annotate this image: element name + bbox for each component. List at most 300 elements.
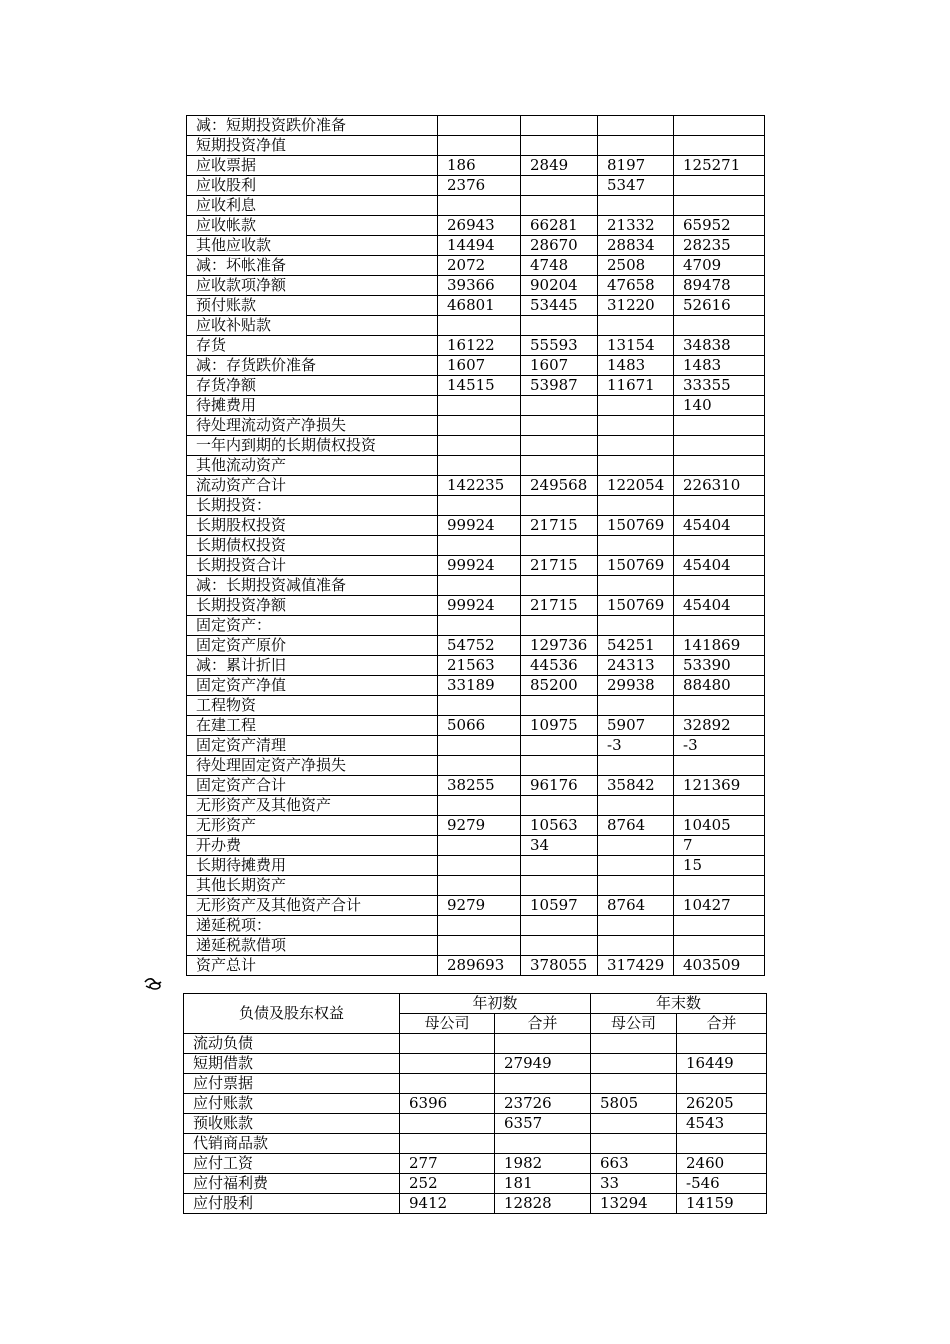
value-cell: 26205 [677,1094,767,1114]
value-cell [521,936,598,956]
value-cell: 663 [591,1154,677,1174]
row-label: 应付票据 [184,1074,400,1094]
assets-row [187,936,765,956]
row-label: 其他流动资产 [187,456,438,476]
value-cell: 150769 [598,516,674,536]
value-cell: 45404 [674,596,765,616]
value-cell: 46801 [438,296,521,316]
value-cell: 21715 [521,596,598,616]
assets-row [187,316,765,336]
row-label: 工程物资 [187,696,438,716]
value-cell: 14515 [438,376,521,396]
value-cell [591,1074,677,1094]
row-label: 递延税款借项 [187,936,438,956]
value-cell: 289693 [438,956,521,976]
value-cell: 10597 [521,896,598,916]
value-cell: 14494 [438,236,521,256]
value-cell: 125271 [674,156,765,176]
liabilities-row [184,1174,767,1194]
value-cell: 45404 [674,516,765,536]
value-cell [521,536,598,556]
value-cell: 1607 [438,356,521,376]
value-cell: 8764 [598,896,674,916]
value-cell: 55593 [521,336,598,356]
value-cell [674,316,765,336]
assets-row [187,876,765,896]
assets-row [187,956,765,976]
value-cell [674,756,765,776]
liabilities-row [184,1054,767,1074]
assets-row [187,416,765,436]
value-cell: -3 [674,736,765,756]
value-cell [591,1114,677,1134]
value-cell: 16449 [677,1054,767,1074]
value-cell: 28235 [674,236,765,256]
value-cell [598,536,674,556]
value-cell [438,436,521,456]
value-cell [438,116,521,136]
row-label: 预收账款 [184,1114,400,1134]
value-cell: 96176 [521,776,598,796]
value-cell [591,1134,677,1154]
assets-row [187,216,765,236]
value-cell [438,796,521,816]
value-cell [598,136,674,156]
row-label: 固定资产： [187,616,438,636]
value-cell [591,1054,677,1074]
value-cell [438,916,521,936]
value-cell: 181 [495,1174,591,1194]
value-cell: 2508 [598,256,674,276]
value-cell [677,1034,767,1054]
liabilities-row [184,1094,767,1114]
value-cell: 8764 [598,816,674,836]
row-label: 一年内到期的长期债权投资 [187,436,438,456]
assets-row [187,156,765,176]
row-label: 待处理流动资产净损失 [187,416,438,436]
assets-row [187,176,765,196]
row-label: 递延税项： [187,916,438,936]
value-cell: 226310 [674,476,765,496]
value-cell [438,416,521,436]
value-cell: 16122 [438,336,521,356]
value-cell [598,756,674,776]
assets-row [187,576,765,596]
assets-row [187,796,765,816]
liabilities-row [184,1154,767,1174]
value-cell: 1982 [495,1154,591,1174]
liabilities-table [183,993,767,1214]
value-cell: 378055 [521,956,598,976]
value-cell: 5805 [591,1094,677,1114]
value-cell [521,856,598,876]
assets-row [187,276,765,296]
value-cell: 54752 [438,636,521,656]
value-cell: 4748 [521,256,598,276]
value-cell: 403509 [674,956,765,976]
value-cell [438,316,521,336]
value-cell: 39366 [438,276,521,296]
value-cell: 52616 [674,296,765,316]
row-label: 存货净额 [187,376,438,396]
value-cell [438,696,521,716]
value-cell: 10427 [674,896,765,916]
assets-row [187,776,765,796]
liabilities-row [184,1034,767,1054]
value-cell [598,696,674,716]
value-cell [400,1034,495,1054]
value-cell [521,176,598,196]
value-cell [400,1134,495,1154]
value-cell: 13294 [591,1194,677,1214]
value-cell [438,196,521,216]
row-label: 应付工资 [184,1154,400,1174]
value-cell: 121369 [674,776,765,796]
value-cell [438,936,521,956]
value-cell [521,796,598,816]
value-cell: 24313 [598,656,674,676]
row-label: 无形资产 [187,816,438,836]
value-cell [674,876,765,896]
value-cell: 5907 [598,716,674,736]
value-cell [521,736,598,756]
value-cell [674,196,765,216]
value-cell: 12828 [495,1194,591,1214]
value-cell: 53390 [674,656,765,676]
value-cell [438,836,521,856]
value-cell: 66281 [521,216,598,236]
value-cell: 9279 [438,896,521,916]
liabilities-row [184,1194,767,1214]
value-cell: -3 [598,736,674,756]
row-label: 长期股权投资 [187,516,438,536]
value-cell: 186 [438,156,521,176]
assets-table [186,115,765,976]
assets-row [187,116,765,136]
row-label: 开办费 [187,836,438,856]
value-cell [495,1134,591,1154]
row-label: 应收帐款 [187,216,438,236]
row-label: 应收款项净额 [187,276,438,296]
value-cell: 5066 [438,716,521,736]
value-cell: 21563 [438,656,521,676]
value-cell: 34838 [674,336,765,356]
assets-row [187,516,765,536]
value-cell [438,496,521,516]
value-cell: 32892 [674,716,765,736]
value-cell: 31220 [598,296,674,316]
value-cell: 27949 [495,1054,591,1074]
table-separator-mark-icon [143,977,163,991]
value-cell [591,1034,677,1054]
value-cell: 34 [521,836,598,856]
value-cell [521,456,598,476]
row-label: 固定资产原价 [187,636,438,656]
value-cell [521,576,598,596]
assets-row [187,596,765,616]
value-cell: 21332 [598,216,674,236]
value-cell: 150769 [598,596,674,616]
value-cell: 26943 [438,216,521,236]
value-cell: 13154 [598,336,674,356]
value-cell: 29938 [598,676,674,696]
row-label: 其他应收款 [187,236,438,256]
row-label: 固定资产清理 [187,736,438,756]
value-cell: 10563 [521,816,598,836]
row-label: 长期投资净额 [187,596,438,616]
row-label: 在建工程 [187,716,438,736]
value-cell [521,436,598,456]
assets-row [187,616,765,636]
value-cell: 90204 [521,276,598,296]
value-cell [598,856,674,876]
value-cell [521,696,598,716]
assets-row [187,496,765,516]
value-cell [598,916,674,936]
value-cell [674,696,765,716]
assets-row [187,636,765,656]
value-cell [438,736,521,756]
value-cell: 10405 [674,816,765,836]
value-cell: 1483 [674,356,765,376]
consolidated-end-header: 合并 [677,1014,767,1034]
value-cell [521,196,598,216]
assets-row [187,856,765,876]
value-cell [438,856,521,876]
liabilities-title-header: 负债及股东权益 [184,994,400,1034]
value-cell [598,796,674,816]
row-label: 减：短期投资跌价准备 [187,116,438,136]
row-label: 长期投资合计 [187,556,438,576]
row-label: 应收票据 [187,156,438,176]
row-label: 应付账款 [184,1094,400,1114]
value-cell [521,876,598,896]
value-cell: 8197 [598,156,674,176]
value-cell [674,116,765,136]
value-cell: 65952 [674,216,765,236]
value-cell: 142235 [438,476,521,496]
value-cell [674,916,765,936]
value-cell: 129736 [521,636,598,656]
assets-row [187,396,765,416]
row-label: 减：长期投资减值准备 [187,576,438,596]
value-cell: 122054 [598,476,674,496]
row-label: 长期待摊费用 [187,856,438,876]
value-cell [598,836,674,856]
row-label: 资产总计 [187,956,438,976]
value-cell [438,536,521,556]
value-cell: 44536 [521,656,598,676]
assets-row [187,896,765,916]
value-cell: 53987 [521,376,598,396]
value-cell [598,436,674,456]
row-label: 流动负债 [184,1034,400,1054]
row-label: 减：坏帐准备 [187,256,438,276]
assets-row [187,696,765,716]
row-label: 应收补贴款 [187,316,438,336]
value-cell [438,396,521,416]
value-cell [598,876,674,896]
parent-end-header: 母公司 [591,1014,677,1034]
row-label: 短期投资净值 [187,136,438,156]
row-label: 预付账款 [187,296,438,316]
row-label: 应付福利费 [184,1174,400,1194]
year-begin-header: 年初数 [400,994,591,1014]
value-cell: 99924 [438,556,521,576]
row-label: 固定资产合计 [187,776,438,796]
value-cell: 6396 [400,1094,495,1114]
value-cell: 5347 [598,176,674,196]
value-cell: 2072 [438,256,521,276]
value-cell: 2460 [677,1154,767,1174]
value-cell [400,1074,495,1094]
value-cell: 1483 [598,356,674,376]
assets-row [187,336,765,356]
row-label: 流动资产合计 [187,476,438,496]
row-label: 长期投资： [187,496,438,516]
liabilities-row [184,1074,767,1094]
value-cell [598,576,674,596]
consolidated-begin-header: 合并 [495,1014,591,1034]
value-cell [598,936,674,956]
value-cell [598,616,674,636]
value-cell: 54251 [598,636,674,656]
value-cell [674,936,765,956]
assets-row [187,356,765,376]
year-end-header: 年末数 [591,994,767,1014]
row-label: 固定资产净值 [187,676,438,696]
liabilities-header-row [184,994,767,1014]
value-cell [674,456,765,476]
row-label: 应付股利 [184,1194,400,1214]
value-cell: 21715 [521,516,598,536]
value-cell: 89478 [674,276,765,296]
row-label: 待摊费用 [187,396,438,416]
value-cell [495,1074,591,1094]
value-cell [521,316,598,336]
value-cell: 47658 [598,276,674,296]
value-cell: 7 [674,836,765,856]
row-label: 代销商品款 [184,1134,400,1154]
liabilities-row [184,1134,767,1154]
assets-row [187,376,765,396]
row-label: 无形资产及其他资产 [187,796,438,816]
value-cell: 99924 [438,516,521,536]
value-cell: 277 [400,1154,495,1174]
value-cell: 252 [400,1174,495,1194]
row-label: 减：存货跌价准备 [187,356,438,376]
value-cell [674,436,765,456]
assets-row [187,436,765,456]
value-cell: 21715 [521,556,598,576]
assets-row [187,656,765,676]
row-label: 待处理固定资产净损失 [187,756,438,776]
assets-row [187,916,765,936]
value-cell [438,876,521,896]
assets-row [187,256,765,276]
value-cell: 33189 [438,676,521,696]
liabilities-row [184,1114,767,1134]
value-cell [521,916,598,936]
value-cell [674,136,765,156]
value-cell [400,1054,495,1074]
assets-row [187,816,765,836]
value-cell [674,616,765,636]
value-cell: 1607 [521,356,598,376]
value-cell [438,456,521,476]
value-cell [598,196,674,216]
assets-row [187,736,765,756]
value-cell: 99924 [438,596,521,616]
row-label: 应收股利 [187,176,438,196]
value-cell [674,576,765,596]
value-cell [521,396,598,416]
row-label: 无形资产及其他资产合计 [187,896,438,916]
value-cell: 9279 [438,816,521,836]
value-cell [598,396,674,416]
value-cell [521,616,598,636]
row-label: 其他长期资产 [187,876,438,896]
value-cell [438,616,521,636]
value-cell [495,1034,591,1054]
assets-row [187,676,765,696]
assets-row [187,296,765,316]
value-cell [521,496,598,516]
value-cell [598,316,674,336]
value-cell [677,1134,767,1154]
value-cell: 14159 [677,1194,767,1214]
assets-row [187,456,765,476]
assets-row [187,536,765,556]
value-cell [674,176,765,196]
assets-row [187,196,765,216]
row-label: 存货 [187,336,438,356]
assets-row [187,476,765,496]
value-cell: 9412 [400,1194,495,1214]
value-cell: 53445 [521,296,598,316]
value-cell [521,416,598,436]
row-label: 应收利息 [187,196,438,216]
value-cell: 28670 [521,236,598,256]
value-cell: 28834 [598,236,674,256]
value-cell [598,116,674,136]
value-cell: 33 [591,1174,677,1194]
value-cell: 88480 [674,676,765,696]
value-cell: 38255 [438,776,521,796]
value-cell: -546 [677,1174,767,1194]
value-cell: 10975 [521,716,598,736]
value-cell [598,416,674,436]
value-cell: 317429 [598,956,674,976]
assets-row [187,236,765,256]
value-cell: 33355 [674,376,765,396]
value-cell: 45404 [674,556,765,576]
assets-row [187,836,765,856]
value-cell [674,496,765,516]
value-cell [674,536,765,556]
value-cell [598,456,674,476]
value-cell: 2849 [521,156,598,176]
value-cell: 249568 [521,476,598,496]
assets-row [187,136,765,156]
value-cell: 23726 [495,1094,591,1114]
row-label: 减：累计折旧 [187,656,438,676]
value-cell [438,136,521,156]
value-cell [521,756,598,776]
value-cell: 141869 [674,636,765,656]
value-cell [438,756,521,776]
value-cell: 2376 [438,176,521,196]
